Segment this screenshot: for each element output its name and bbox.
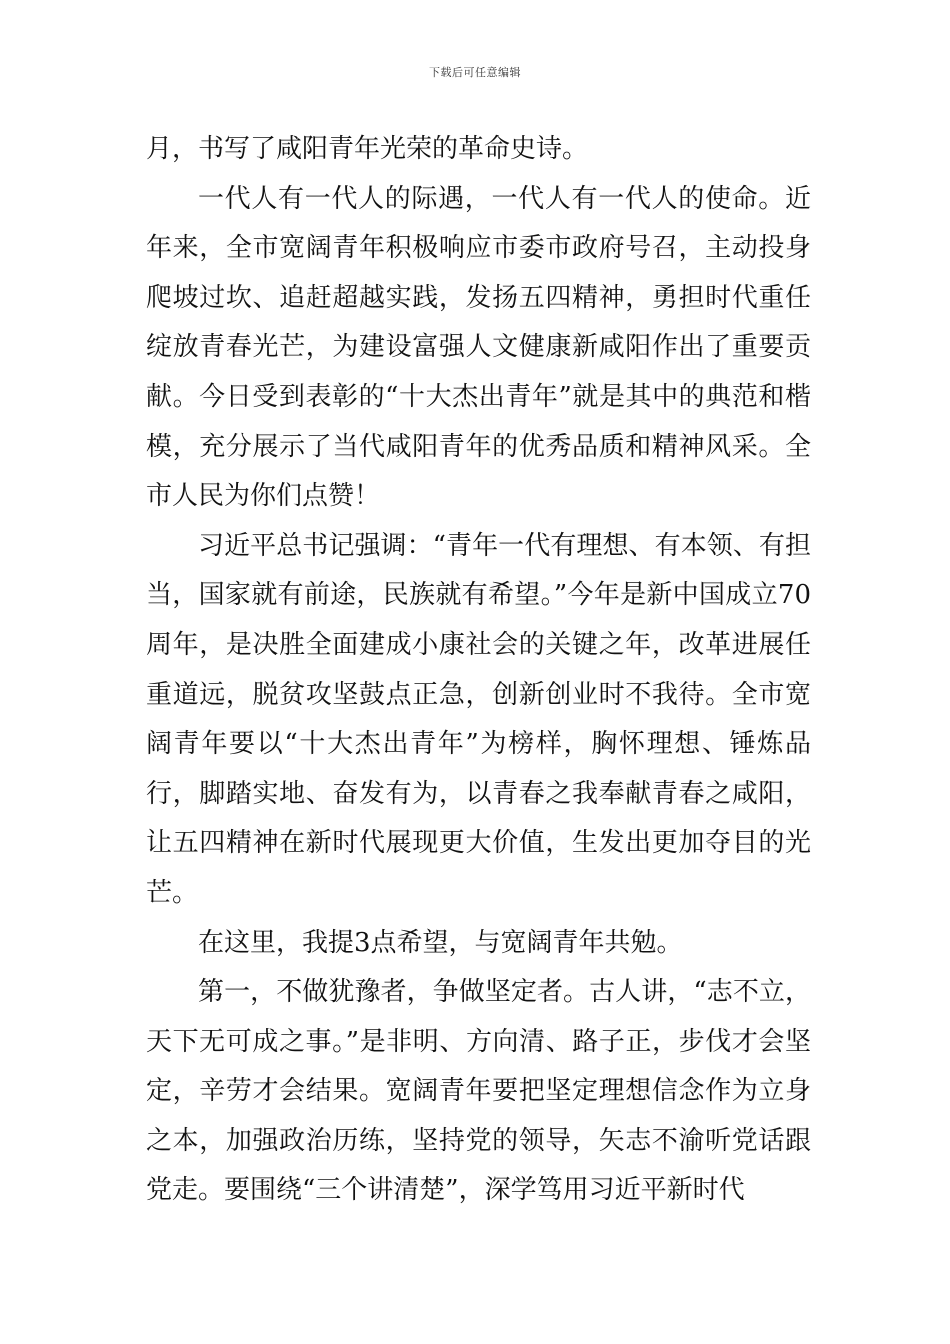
- paragraph-mission: 一代人有一代人的际遇，一代人有一代人的使命。近年来，全市宽阔青年积极响应市委市政府号召，主动投身爬坡过坎、追赶超越实践，发扬五四精神，勇担时代重任绽放青春光芒，为建设富强人文健康新咸阳作出了重要贡献。今日受到表彰的“十大杰出青年”就是其中的典范和楷模，充分展示了当代咸阳青年的优秀品质和精神风采。全市人民为你们点赞！: [146, 183, 811, 512]
- page-header-note: 下载后可任意编辑: [429, 66, 521, 79]
- paragraph-xi-quote: 习近平总书记强调：“青年一代有理想、有本领、有担当，国家就有前途，民族就有希望。”今年是新中国成立70周年，是决胜全面建成小康社会的关键之年，改革进展任重道远，脱贫攻坚鼓点正急，创新创业时不我待。全市宽阔青年要以“十大杰出青年”为榜样，胸怀理想、锤炼品行，脚踏实地、奋发有为，以青春之我奉献青春之咸阳，让五四精神在新时代展现更大价值，生发出更加夺目的光芒。: [146, 530, 811, 908]
- document-body: [146, 125, 811, 1216]
- paragraph-continuation: 月，书写了咸阳青年光荣的革命史诗。: [146, 134, 589, 164]
- paragraph-three-hopes: 在这里，我提3点希望，与宽阔青年共勉。: [198, 927, 683, 958]
- paragraph-first-hope: 第一，不做犹豫者，争做坚定者。古人讲，“志不立，天下无可成之事。”是非明、方向清、路子正，步伐才会坚定，辛劳才会结果。宽阔青年要把坚定理想信念作为立身之本，加强政治历练，坚持党的领导，矢志不渝听党话跟党走。要围绕“三个讲清楚”，深学笃用习近平新时代: [146, 977, 811, 1206]
